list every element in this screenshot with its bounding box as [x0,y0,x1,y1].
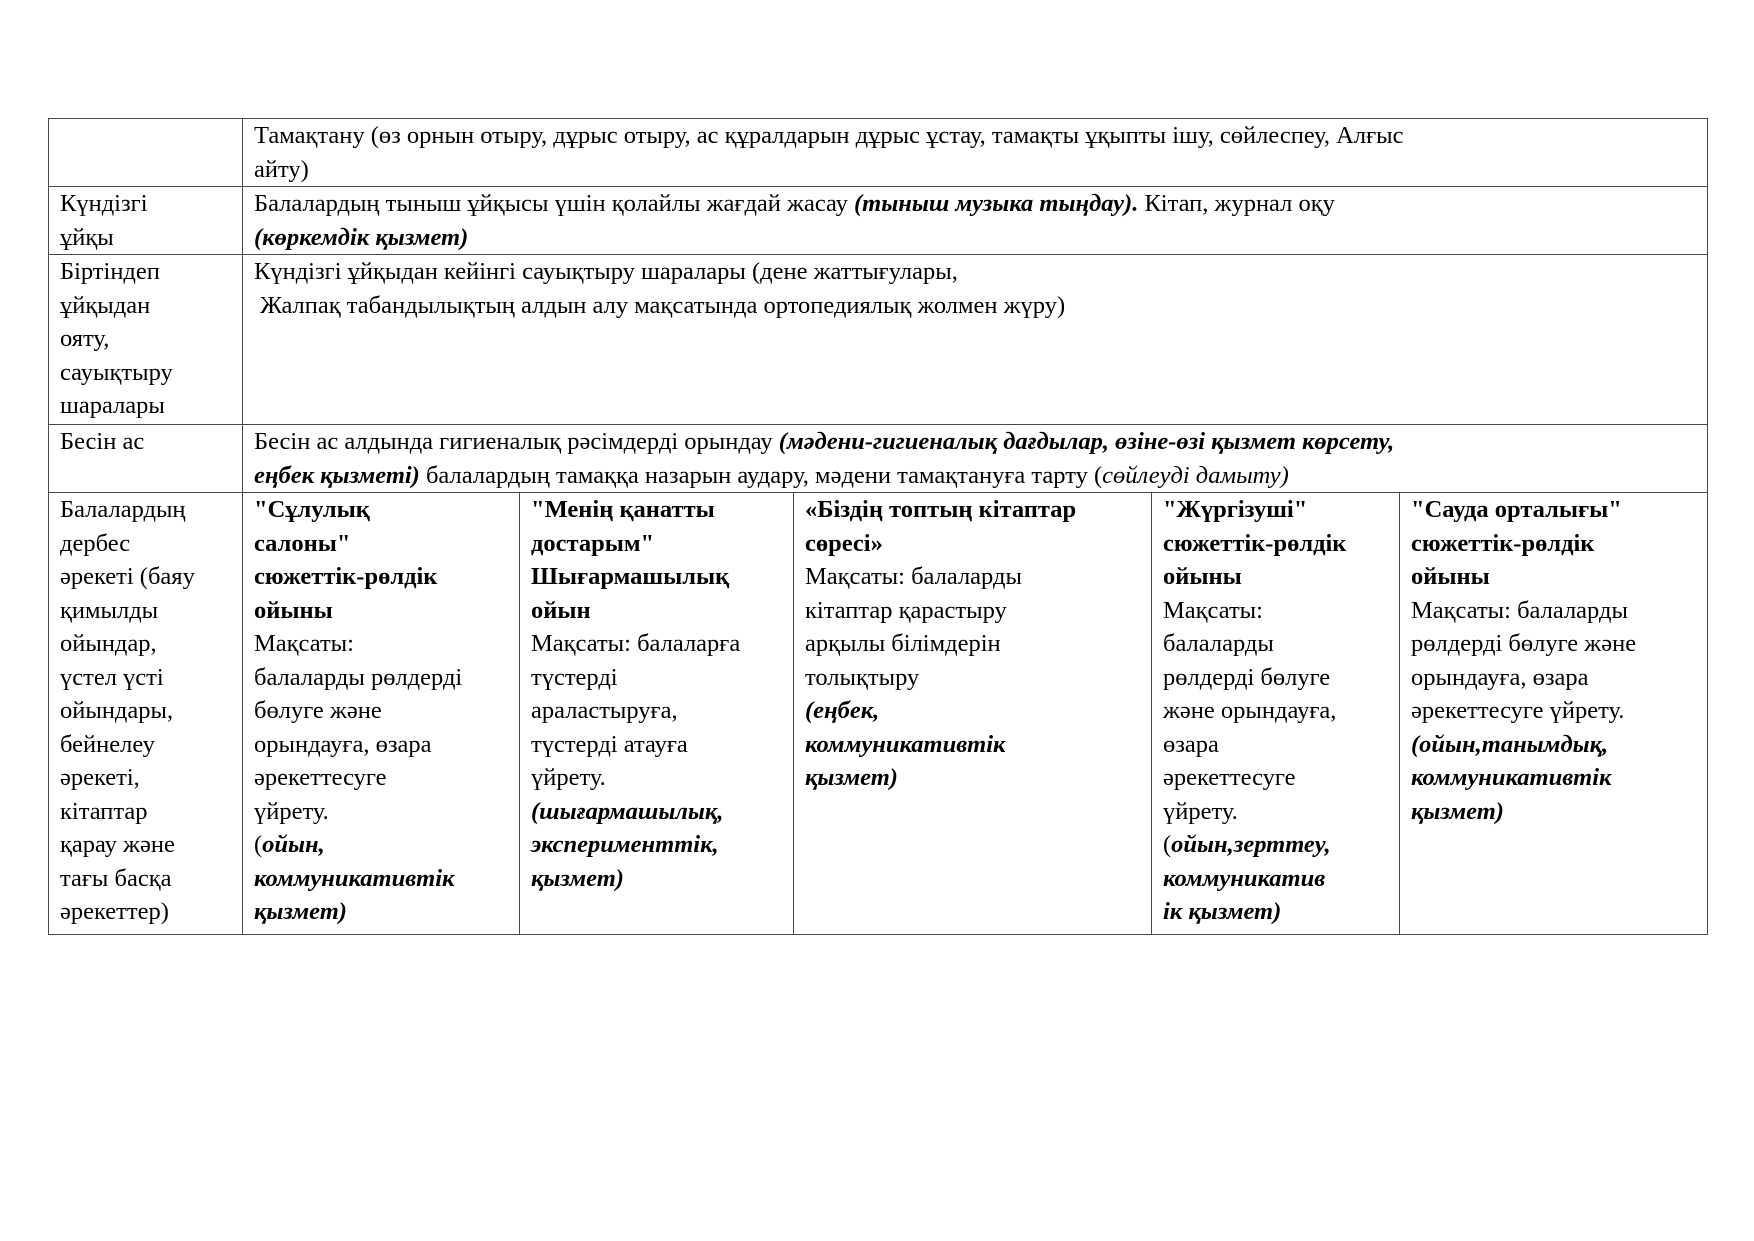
text-line: Күндізгі ұйқыдан кейінгі сауықтыру шаралары (дене жаттығулары, [254,258,958,285]
game-title: Шығармашылық [531,563,730,590]
game-activity-note: (шығармашылық, [531,797,724,825]
note-text: ойын, [262,831,325,858]
game-cell-driver [1152,493,1400,935]
meal-description [243,119,1708,187]
game-title: "Сұлулық [254,496,370,523]
plain-text: Кітап, журнал оқу [1138,190,1335,217]
row-label-snack: Бесін ас [49,425,243,493]
game-goal-text: әрекеттесуге [254,764,387,791]
text-line [254,459,1697,493]
activity-type-note: (тыныш музыка тыңдау). [854,190,1139,217]
label-line: Балалардың [60,496,186,523]
game-title: сюжеттік-рөлдік [1411,529,1595,557]
game-goal-text: үйрету. [1163,797,1238,825]
label-line: дербес [60,529,131,557]
game-activity-note [254,828,509,862]
label-line: әрекеті (баяу [60,563,195,590]
label-line: шаралары [60,392,165,419]
game-title: ойыны [1163,563,1242,590]
row-label-nap [49,187,243,255]
game-title: "Сауда орталығы" [1411,496,1622,523]
label-line: тағы басқа [60,864,172,892]
game-goal-text: балаларды [1163,630,1274,657]
game-title: «Біздің топтың кітаптар [805,496,1077,523]
game-activity-note [1163,828,1389,862]
game-activity-note: қызмет) [254,898,347,925]
plain-text: Бесін ас алдында гигиеналық рәсімдерді орындау [254,428,779,455]
game-goal-text: түстерді атауға [531,730,688,758]
label-line: қимылды [60,596,159,624]
game-cell-book-shelf [794,493,1152,935]
game-cell-winged-friends [520,493,794,935]
text-line [254,187,1697,221]
label-line: ойындар, [60,630,157,657]
note-prefix: ( [254,831,263,858]
game-activity-note: коммуникатив [1163,864,1326,892]
label-line: әрекеттер) [60,898,169,925]
label-line: Күндізгі [60,190,148,217]
text-line: айту) [254,155,309,183]
game-title: сюжеттік-рөлдік [254,563,438,590]
table-row-meal [49,119,1708,187]
game-title: ойыны [254,596,333,624]
game-goal-text: Мақсаты: балаларды [805,563,1022,590]
game-goal-text: Мақсаты: [254,630,354,657]
label-line: кітаптар [60,797,148,825]
game-activity-note: коммуникативтік [805,730,1006,758]
row-label-meal [49,119,243,187]
activity-type-note: еңбек қызметі) [254,461,420,489]
label-line: ұйқы [60,223,114,251]
game-activity-note: қызмет) [805,764,898,791]
game-goal-text: рөлдерді бөлуге және [1411,630,1637,657]
text-line [254,425,1697,459]
game-goal-text: Мақсаты: балаларға [531,630,741,657]
game-goal-text: үйрету. [254,797,329,825]
game-goal-text: өзара [1163,730,1219,758]
game-goal-text: үйрету. [531,764,606,791]
nap-description [243,187,1708,255]
row-label-activity [49,493,243,935]
game-goal-text: әрекеттесуге үйрету. [1411,697,1625,724]
label-line: бейнелеу [60,730,155,758]
game-goal-text: кітаптар қарастыру [805,596,1007,624]
label-line: ойындары, [60,697,174,724]
table-row-snack [49,425,1708,493]
table-row-wakeup [49,255,1708,425]
game-cell-beauty-salon [243,493,520,935]
game-activity-note: коммуникативтік [254,864,455,892]
game-activity-note: (еңбек, [805,697,880,724]
game-goal-text: Мақсаты: [1163,596,1263,624]
text-line: Тамақтану (өз орнын отыру, дұрыс отыру, ас құралдарын дұрыс ұстау, тамақты ұқыпты ішу, сөйлеспеу, Алғыс [254,122,1404,149]
game-goal-text: орындауға, өзара [1411,663,1589,691]
game-title: салоны" [254,529,351,557]
game-goal-text: Мақсаты: балаларды [1411,596,1628,624]
game-title: ойын [531,596,591,624]
game-title: сюжеттік-рөлдік [1163,529,1347,557]
game-cell-shopping-center [1400,493,1708,935]
table-row-activity [49,493,1708,935]
row-label-wakeup [49,255,243,425]
game-title: "Менің қанатты [531,496,715,523]
game-goal-text: арқылы білімдерін [805,630,1001,657]
game-title: ойыны [1411,563,1490,590]
activity-type-note: сөйлеуді дамыту) [1102,461,1289,489]
game-goal-text: араластыруға, [531,697,678,724]
plain-text: Балалардың тыныш ұйқысы үшін қолайлы жағдай жасау [254,190,854,217]
game-goal-text: және орындауға, [1163,697,1337,724]
game-activity-note: қызмет) [1411,797,1504,825]
game-goal-text: әрекеттесуге [1163,764,1296,791]
game-title: достарым" [531,529,655,557]
game-activity-note: коммуникативтік [1411,764,1612,791]
label-line: Біртіндеп [60,258,160,285]
game-activity-note: ік қызмет) [1163,898,1282,925]
game-goal-text: балаларды рөлдерді [254,663,463,691]
game-activity-note: (ойын,танымдық, [1411,730,1609,758]
note-prefix: ( [1163,831,1172,858]
game-title: сөресі» [805,529,883,557]
label-line: қарау және [60,831,175,858]
game-title: "Жүргізуші" [1163,496,1308,523]
activity-type-note: (мәдени-гигиеналық дағдылар, өзіне-өзі қызмет көрсету, [778,428,1395,455]
daily-plan-table [48,118,1708,935]
game-goal-text: толықтыру [805,663,920,691]
game-goal-text: түстерді [531,663,618,691]
game-activity-note: қызмет) [531,864,624,892]
snack-description [243,425,1708,493]
game-goal-text: рөлдерді бөлуге [1163,663,1331,691]
game-goal-text: бөлуге және [254,697,382,724]
activity-type-note: (көркемдік қызмет) [254,223,469,251]
label-line: үстел үсті [60,663,164,691]
label-line: ұйқыдан [60,291,151,319]
wakeup-description [243,255,1708,425]
label-line: сауықтыру [60,358,173,386]
game-goal-text: орындауға, өзара [254,730,432,758]
table-row-nap [49,187,1708,255]
note-text: ойын,зерттеу, [1171,831,1331,858]
label-line: ояту, [60,325,110,352]
text-line: Жалпақ табандылықтың алдын алу мақсатында ортопедиялық жолмен жүру) [254,291,1066,319]
game-activity-note: эксперименттік, [531,831,719,858]
label-line: әрекеті, [60,764,140,791]
plain-text: балалардың тамаққа назарын аудару, мәдени тамақтануға тарту ( [419,461,1103,489]
